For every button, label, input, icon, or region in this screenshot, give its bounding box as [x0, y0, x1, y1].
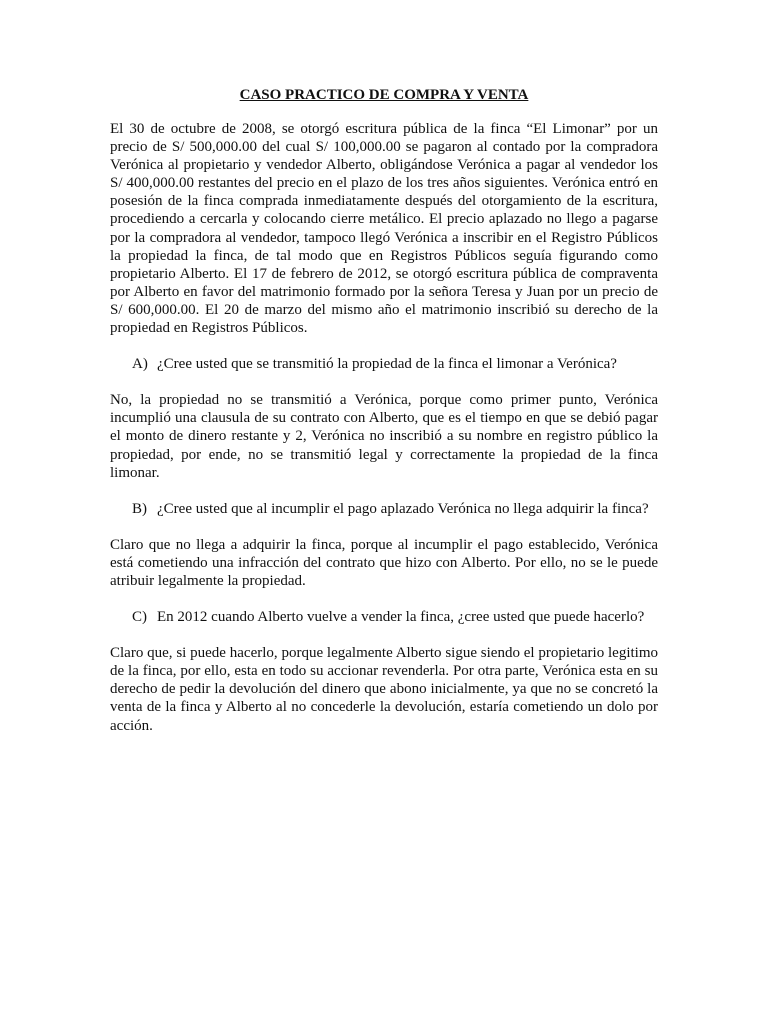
- question-b: [110, 500, 658, 518]
- question-b-text: ¿Cree usted que al incumplir el pago aplazado Verónica no llega adquirir la finca?: [157, 500, 649, 517]
- question-c-text: En 2012 cuando Alberto vuelve a vender la finca, ¿cree usted que puede hacerlo?: [157, 609, 645, 626]
- document-title: CASO PRACTICO DE COMPRA Y VENTA: [239, 87, 529, 103]
- question-c-label: C): [132, 609, 147, 626]
- document-page: [110, 86, 658, 753]
- answer-c: Claro que, si puede hacerlo, porque legalmente Alberto sigue siendo el propietario legitimo de la finca, por ello, esta en todo su accionar revenderla. Por otra parte, Verónica esta en su derecho de pedir la devolución del dinero que abono inicialmente, ya que no se concretó la venta de la finca y Alberto al no concederle la devolución, estaría cometiendo un dolo por acción.: [110, 645, 658, 734]
- question-c: [110, 608, 658, 626]
- answer-a: No, la propiedad no se transmitió a Verónica, porque como primer punto, Verónica incumplió una clausula de su contrato con Alberto, que es el tiempo en que se debió pagar el monto de dinero restante y 2, Verónica no inscribió a su nombre en registro público la propiedad, por ende, no se transmitió legal y correctamente la propiedad de la finca limonar.: [110, 392, 658, 481]
- question-a-label: A): [132, 356, 148, 373]
- question-b-label: B): [132, 500, 147, 517]
- answer-b: Claro que no llega a adquirir la finca, porque al incumplir el pago establecido, Verónica está cometiendo una infracción del contrato que hizo con Alberto. Por ello, no se le puede atribuir legalmente la propiedad.: [110, 536, 658, 589]
- intro-paragraph: El 30 de octubre de 2008, se otorgó escritura pública de la finca “El Limonar” por un precio de S/ 500,000.00 del cual S/ 100,000.00 se pagaron al contado por la compradora Verónica al propietario y vendedor Alberto, obligándose Verónica a pagar al vendedor los S/ 400,000.00 restantes del precio en el plazo de los tres años siguientes. Verónica entró en posesión de la finca comprada inmediatamente después del otorgamiento de la escritura, procediendo a cercarla y colocando cierre metálico. El precio aplazado no llego a pagarse por la compradora al vendedor, tampoco llegó Verónica a inscribir en el Registro Públicos la propiedad la finca, de tal modo que en Registros Públicos seguía figurando como propietario Alberto. El 17 de febrero de 2012, se otorgó escritura pública de compraventa por Alberto en favor del matrimonio formado por la señora Teresa y Juan por un precio de S/ 600,000.00. El 20 de marzo del mismo año el matrimonio inscribió su derecho de la propiedad en Registros Públicos.: [110, 121, 658, 337]
- question-a: [110, 355, 658, 373]
- question-a-text: ¿Cree usted que se transmitió la propiedad de la finca el limonar a Verónica?: [157, 356, 617, 373]
